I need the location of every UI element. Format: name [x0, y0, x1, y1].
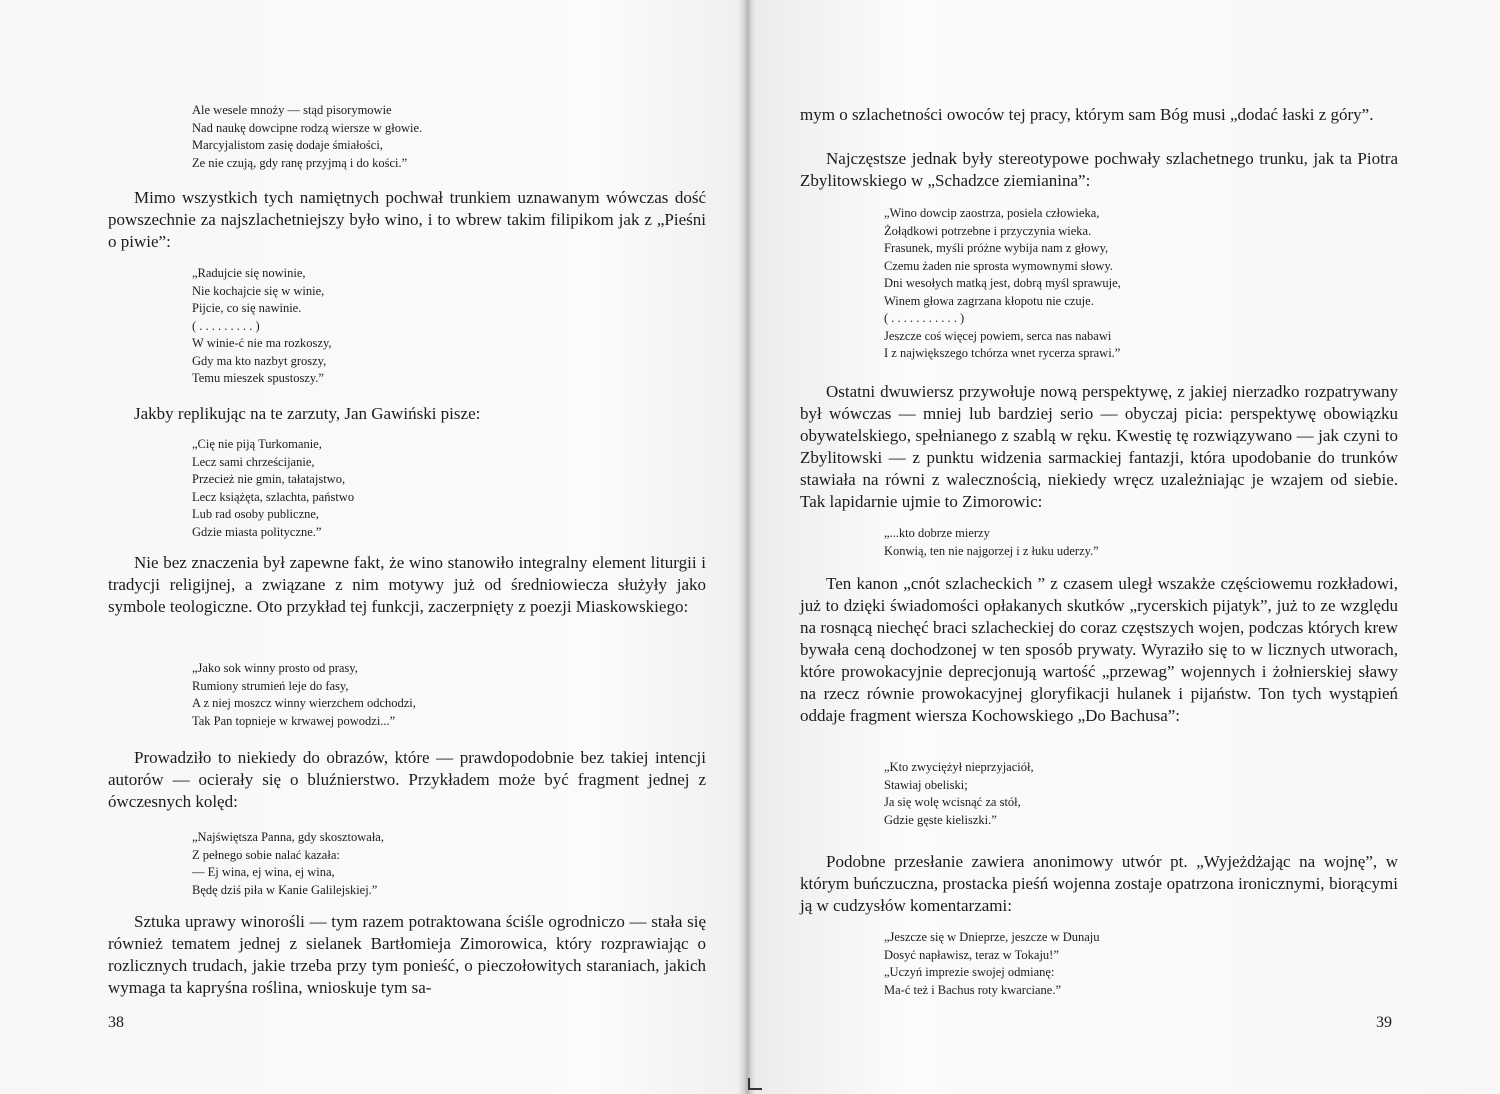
verse-quote — [108, 829, 384, 899]
verse-quote — [800, 205, 1121, 363]
paragraph: Sztuka uprawy winorośli — tym razem potraktowana ściśle ogrodniczo — stała się również tematem jednej z sielanek Bartłomieja Zimorowica, który rozprawiając o rozlicznych trudach, jakie trzeba przy tym ponieść, o pieczołowitych staraniach, jakich wymaga ta kapryśna roślina, wnioskuje tym sa- — [108, 912, 706, 997]
verse-line: Frasunek, myśli próżne wybija nam z głowy, — [884, 241, 1109, 255]
verse-line: ( . . . . . . . . . . . ) — [884, 311, 965, 325]
verse-line: I z największego tchórza wnet rycerza sprawi.” — [884, 346, 1121, 360]
verse-line: Ale wesele mnoży — stąd pisorymowie — [192, 103, 392, 117]
paragraph: Podobne przesłanie zawiera anonimowy utwór pt. „Wyjeżdżając na wojnę”, w którym buńczuczna, prostacka pieśń wojenna zostaje opatrzona ironicznymi, biorącymi ją w cudzysłów komentarzami: — [800, 852, 1398, 915]
verse-line: Z pełnego sobie nalać kazała: — [192, 847, 340, 862]
right-page — [800, 0, 1398, 1094]
verse-line: Ze nie czują, gdy ranę przyjmą i do kości.” — [192, 155, 408, 170]
verse-quote — [108, 102, 422, 172]
paragraph: Ostatni dwuwiersz przywołuje nową perspektywę, z jakiej nierzadko rozpatrywany był wówczas — mniej lub bardziej serio — obyczaj picia: perspektywę obowiązku obywatelskiego, spełnianego z szablą w ręku. Kwestię tę rozwiązywano — jak czyni to Zbylitowski — z punktu widzenia sarmackiej fantazji, która upodobanie do trunków stawiała na równi z walecznością, niekiedy wręcz uzależniając je wzajem od siebie. Tak lapidarnie ujmie to Zimorowic: — [800, 382, 1398, 511]
verse-line: „Radujcie się nowinie, — [192, 266, 306, 280]
paragraph: Prowadziło to niekiedy do obrazów, które — prawdopodobnie bez takiej intencji autorów — ocierały się o bluźnierstwo. Przykładem może być fragment jednej z ówczesnych kolęd: — [108, 748, 706, 811]
verse-line: Gdzie gęste kieliszki.” — [884, 812, 997, 827]
verse-line: Pijcie, co się nawinie. — [192, 301, 302, 315]
verse-quote — [800, 929, 1100, 999]
verse-line: Ja się wolę wcisnąć za stół, — [884, 795, 1021, 809]
verse-quote — [108, 265, 332, 388]
paragraph: Mimo wszystkich tych namiętnych pochwał trunkiem uznawanym wówczas dość powszechnie za najszlachetniejszy było wino, i to wbrew takim filipikom jak z „Pieśni o piwie”: — [108, 188, 706, 251]
verse-line: „...kto dobrze mierzy — [884, 526, 990, 540]
verse-line: Nie kochajcie się w winie, — [192, 283, 325, 298]
verse-line: Czemu żaden nie sprosta wymownymi słowy. — [884, 258, 1114, 273]
verse-line: Jeszcze coś więcej powiem, serca nas nabawi — [884, 328, 1112, 343]
book-gutter — [744, 0, 752, 1094]
verse-line: Rumiony strumień leje do fasy, — [192, 678, 349, 693]
verse-line: „Kto zwyciężył nieprzyjaciół, — [884, 760, 1034, 774]
verse-line: Lecz książęta, szlachta, państwo — [192, 489, 355, 504]
verse-line: „Cię nie piją Turkomanie, — [192, 437, 322, 451]
verse-line: A z niej moszcz winny wierzchem odchodzi, — [192, 696, 416, 710]
verse-line: „Wino dowcip zaostrza, posiela człowieka, — [884, 206, 1100, 220]
verse-line: Konwią, ten nie najgorzej i z łuku uderzy.” — [884, 543, 1099, 558]
paragraph: Ten kanon „cnót szlacheckich ” z czasem uległ wszakże częściowemu rozkładowi, już to dzięki świadomości opłakanych skutków „rycerskich pijatyk”, już to ze względu na rosnącą niechęć braci szlacheckiej do coraz częstszych wojen, podczas których krew bywała ceną dochodzonej w ten sposób prywaty. Wyraziło się to w licznych utworach, które prowokacyjnie deprecjonują wartość „przewag” wojennych i żołnierskiej sławy na rzecz równie prowokacyjnej gloryfikacji hulanek i pijaństw. Ton tych wystąpień oddaje fragment wiersza Kochowskiego „Do Bachusa”: — [800, 574, 1398, 725]
verse-line: „Najświętsza Panna, gdy skosztowała, — [192, 830, 384, 844]
verse-quote — [108, 436, 354, 541]
paragraph: mym o szlachetności owoców tej pracy, którym sam Bóg musi „dodać łaski z góry”. — [800, 105, 1374, 124]
verse-line: Stawiaj obeliski; — [884, 777, 968, 792]
verse-quote — [800, 759, 1034, 829]
gutter-mark — [748, 1078, 762, 1090]
verse-line: Ma-ć też i Bachus roty kwarciane.” — [884, 982, 1062, 997]
verse-line: W winie-ć nie ma rozkoszy, — [192, 336, 332, 350]
verse-line: Żołądkowi potrzebne i przyczynia wieka. — [884, 223, 1092, 238]
page-number: 39 — [1376, 1014, 1392, 1031]
verse-line: Dosyć napławisz, teraz w Tokaju!” — [884, 947, 1059, 962]
verse-line: „Uczyń imprezie swojej odmianę: — [884, 965, 1055, 979]
verse-line: Dni wesołych matką jest, dobrą myśl sprawuje, — [884, 276, 1121, 290]
verse-line: Marcyjalistom zasię dodaje śmiałości, — [192, 138, 383, 152]
verse-quote — [800, 525, 1099, 560]
verse-quote — [108, 660, 416, 730]
paragraph: Najczęstsze jednak były stereotypowe pochwały szlachetnego trunku, jak ta Piotra Zbylitowskiego w „Schadzce ziemianina”: — [800, 149, 1398, 190]
verse-line: Gdzie miasta polityczne.” — [192, 524, 322, 539]
left-page — [108, 0, 706, 1094]
verse-line: Temu mieszek spustoszy.” — [192, 371, 324, 385]
verse-line: Gdy ma kto nazbyt groszy, — [192, 353, 327, 368]
verse-line: „Jeszcze się w Dnieprze, jeszcze w Dunaju — [884, 930, 1100, 944]
paragraph: Nie bez znaczenia był zapewne fakt, że wino stanowiło integralny element liturgii i tradycji religijnej, a związane z nim motywy już od średniowiecza służyły jako symbole teologiczne. Oto przykład tej funkcji, zaczerpnięty z poezji Miaskowskiego: — [108, 553, 706, 616]
paragraph: Jakby replikując na te zarzuty, Jan Gawiński pisze: — [134, 404, 481, 423]
verse-line: Lub rad osoby publiczne, — [192, 507, 320, 521]
verse-line: — Ej wina, ej wina, ej wina, — [192, 865, 335, 879]
verse-line: Będę dziś piła w Kanie Galilejskiej.” — [192, 882, 378, 897]
verse-line: Przecież nie gmin, tałatajstwo, — [192, 472, 346, 486]
verse-line: ( . . . . . . . . . ) — [192, 318, 260, 333]
verse-line: Tak Pan topnieje w krwawej powodzi...” — [192, 713, 396, 728]
verse-line: Lecz sami chrześcijanie, — [192, 454, 315, 469]
verse-line: Nad naukę dowcipne rodzą wiersze w głowie. — [192, 120, 423, 135]
verse-line: Winem głowa zagrzana kłopotu nie czuje. — [884, 293, 1094, 308]
page-number: 38 — [108, 1014, 124, 1031]
verse-line: „Jako sok winny prosto od prasy, — [192, 661, 358, 675]
